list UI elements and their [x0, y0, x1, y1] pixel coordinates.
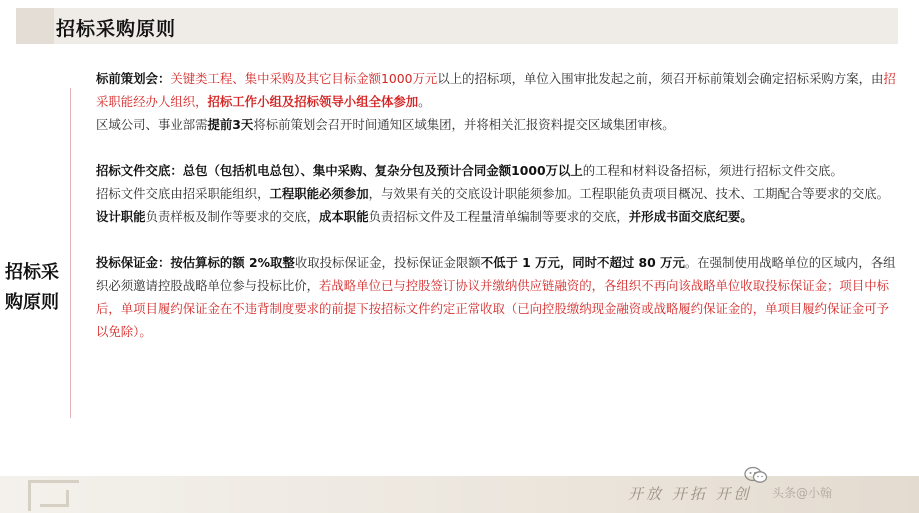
section2-p2-bold-1: 工程职能必须参加: [269, 186, 369, 201]
section1-line2-text-1: 区域公司、事业部需: [96, 117, 208, 132]
side-label-line1: 招标采: [5, 262, 59, 283]
section2-p2-text-3: 负责样板及制作等要求的交底，: [145, 209, 320, 224]
section2-label: 招标文件交底：总包（包括机电总包）、集中采购、复杂分包及预计合同金额1000万以上: [96, 163, 583, 178]
title-accent: [16, 8, 54, 44]
side-label-line2: 购原则: [5, 292, 59, 313]
section2-paragraph-2: [96, 182, 900, 228]
section2-p2-bold-3: 成本职能: [319, 209, 369, 224]
section2-p2-bold-4: 并形成书面交底纪要。: [628, 209, 753, 224]
content-body: [96, 67, 900, 343]
section3-text-1: 收取投标保证金，投标保证金限额: [294, 255, 481, 270]
spacer: [96, 228, 900, 251]
section2-p2-text-1: 招标文件交底由招采职能组织，: [96, 186, 270, 201]
section1-red-bold: 招标工作小组及招标领导小组全体参加: [207, 94, 419, 109]
section3-text-2: 。在强制使用战略单位的区域内，各组织必须邀请控股战略单位参与投标比价，: [96, 255, 896, 293]
section1-paragraph: [96, 67, 900, 113]
section3-red-2: 单项目履约保证金在不违背制度要求的前提下按招标文件约定正常收取（已向控股缴纳现金融资或战略履约保证金的，单项目履约保证金可予以免除）。: [96, 301, 889, 339]
section1-label: 标前策划会：: [96, 71, 171, 86]
section1-paragraph-2: [96, 113, 900, 136]
section1-red-2: 招采职能经办人组织，: [96, 71, 896, 109]
footer-ornament-inner: [40, 490, 69, 507]
wechat-icon: [744, 466, 768, 484]
section2-text-1: 的工程和材料设备招标，须进行招标文件交底。: [582, 163, 843, 178]
watermark: 头条@小翰: [772, 486, 833, 500]
page-title: 招标采购原则: [56, 18, 177, 40]
section1-text-1: 以上的招标项，单位入围审批发起之前，须召开标前策划会确定招标采购方案，由: [437, 71, 884, 86]
section3-paragraph: [96, 251, 900, 343]
section1-line2-text-2: 将标前策划会召开时间通知区域集团，并将相关汇报资料提交区域集团审核。: [253, 117, 675, 132]
spacer: [96, 136, 900, 159]
section1-red-1: 关键类工程、集中采购及其它目标金额1000万元: [170, 71, 438, 86]
section2-paragraph: [96, 159, 900, 182]
section3-label: 投标保证金：按估算标的额 2%取整: [96, 255, 295, 270]
section2-p2-text-4: 负责招标文件及工程量清单编制等要求的交底，: [368, 209, 629, 224]
side-divider: [70, 88, 71, 418]
section3-bold-2: 不低于 1 万元，同时不超过 80 万元: [480, 255, 685, 270]
section1-text-2: 。: [418, 94, 431, 109]
section1-line2-bold: 提前3天: [207, 117, 254, 132]
section3-red-1: 若战略单位已与控股签订协议并缴纳供应链融资的，各组织不再向该战略单位收取投标保证金；项目中标后，: [96, 278, 889, 316]
side-label: [5, 258, 69, 318]
section2-p2-text-2: ，与效果有关的交底设计职能须参加。工程职能负责项目概况、技术、工期配合等要求的交底。: [368, 186, 889, 201]
section2-p2-bold-2: 设计职能: [96, 209, 146, 224]
footer-slogan: 开放 开拓 开创: [628, 485, 752, 503]
